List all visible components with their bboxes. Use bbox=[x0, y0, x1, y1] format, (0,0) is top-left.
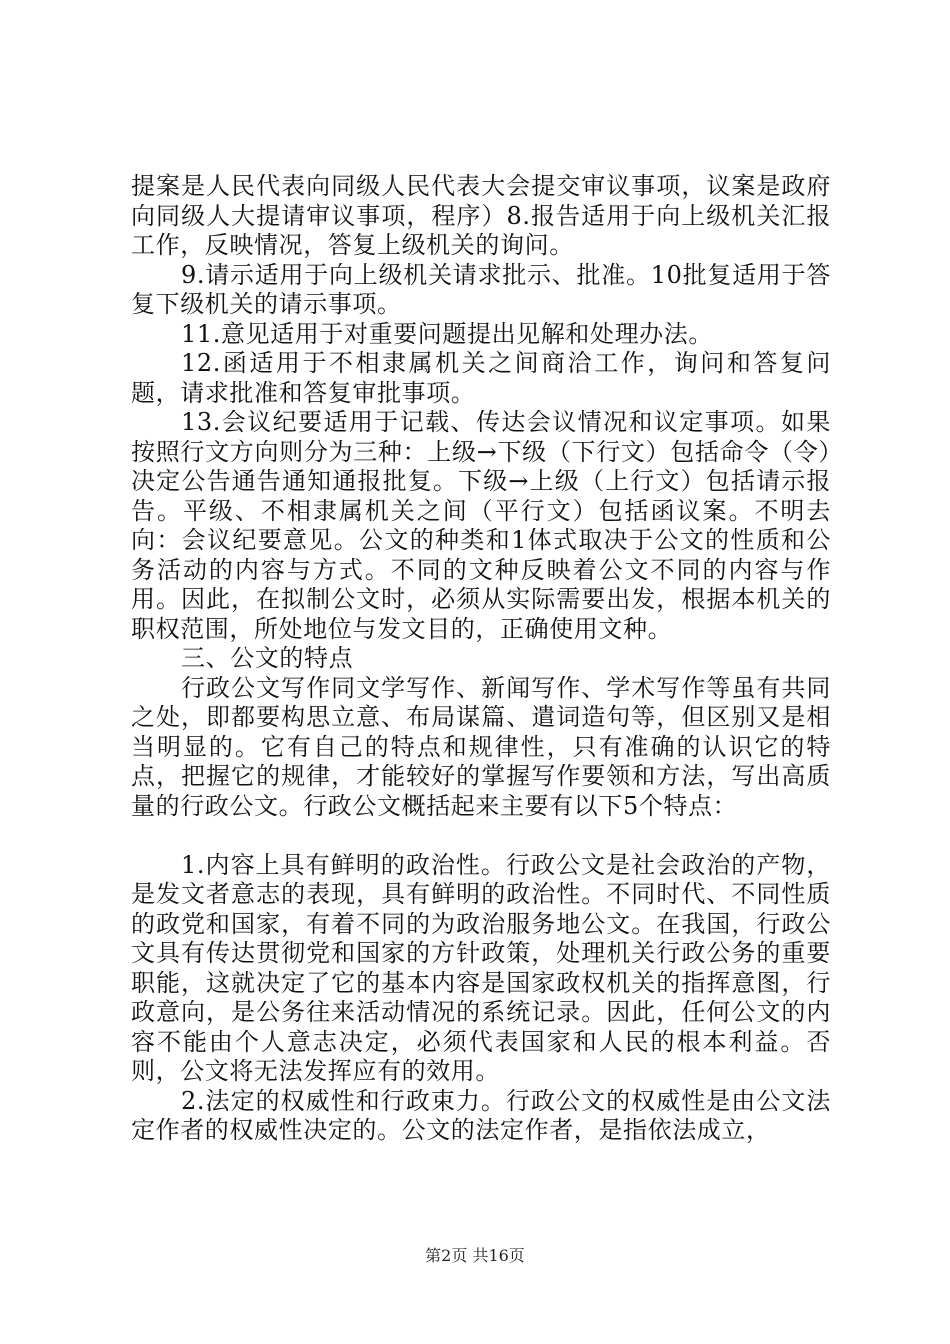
page-number-footer: 第2页 共16页 bbox=[425, 1246, 525, 1265]
paragraph-5: 13.会议纪要适用于记载、传达会议情况和议定事项。如果按照行文方向则分为三种：上级→下级（下行文）包括命令（令）决定公告通告通知通报批复。下级→上级（上行文）包括请示报告。平级、不相隶属机关之间（平行文）包括函议案。不明去向：会议纪要意见。公文的种类和1体式取决于公文的性质和公务活动的内容与方式。不同的文种反映着公文不同的内容与作用。因此，在拟制公文时，必须从实际需要出发，根据本机关的职权范围，所处地位与发文目的，正确使用文种。 bbox=[131, 408, 831, 643]
paragraph-4: 12.函适用于不相隶属机关之间商洽工作，询问和答复问题，请求批准和答复审批事项。 bbox=[131, 349, 831, 407]
document-body bbox=[131, 172, 831, 1146]
paragraph-1: 提案是人民代表向同级人民代表大会提交审议事项，议案是政府向同级人大提请审议事项，程序）8.报告适用于向上级机关汇报工作，反映情况，答复上级机关的询问。 bbox=[131, 172, 831, 259]
paragraph-8: 1.内容上具有鲜明的政治性。行政公文是社会政治的产物，是发文者意志的表现，具有鲜明的政治性。不同时代、不同性质的政党和国家，有着不同的为政治服务地公文。在我国，行政公文具有传达贯彻党和国家的方针政策，处理机关行政公务的重要职能，这就决定了它的基本内容是国家政权机关的指挥意图，行政意向，是公务往来活动情况的系统记录。因此，任何公文的内容不能由个人意志决定，必须代表国家和人民的根本利益。否则，公文将无法发挥应有的效用。 bbox=[131, 850, 831, 1085]
paragraph-7: 行政公文写作同文学写作、新闻写作、学术写作等虽有共同之处，即都要构思立意、布局谋篇、遣词造句等，但区别又是相当明显的。它有自己的特点和规律性，只有准确的认识它的特点，把握它的规律，才能较好的掌握写作要领和方法，写出高质量的行政公文。行政公文概括起来主要有以下5个特点： bbox=[131, 673, 831, 820]
paragraph-2: 9.请示适用于向上级机关请求批示、批准。10批复适用于答复下级机关的请示事项。 bbox=[131, 260, 831, 318]
paragraph-9: 2.法定的权威性和行政束力。行政公文的权威性是由公文法定作者的权威性决定的。公文的法定作者，是指依法成立， bbox=[131, 1086, 831, 1144]
paragraph-3: 11.意见适用于对重要问题提出见解和处理办法。 bbox=[181, 319, 713, 348]
section-heading: 三、公文的特点 bbox=[181, 644, 354, 672]
